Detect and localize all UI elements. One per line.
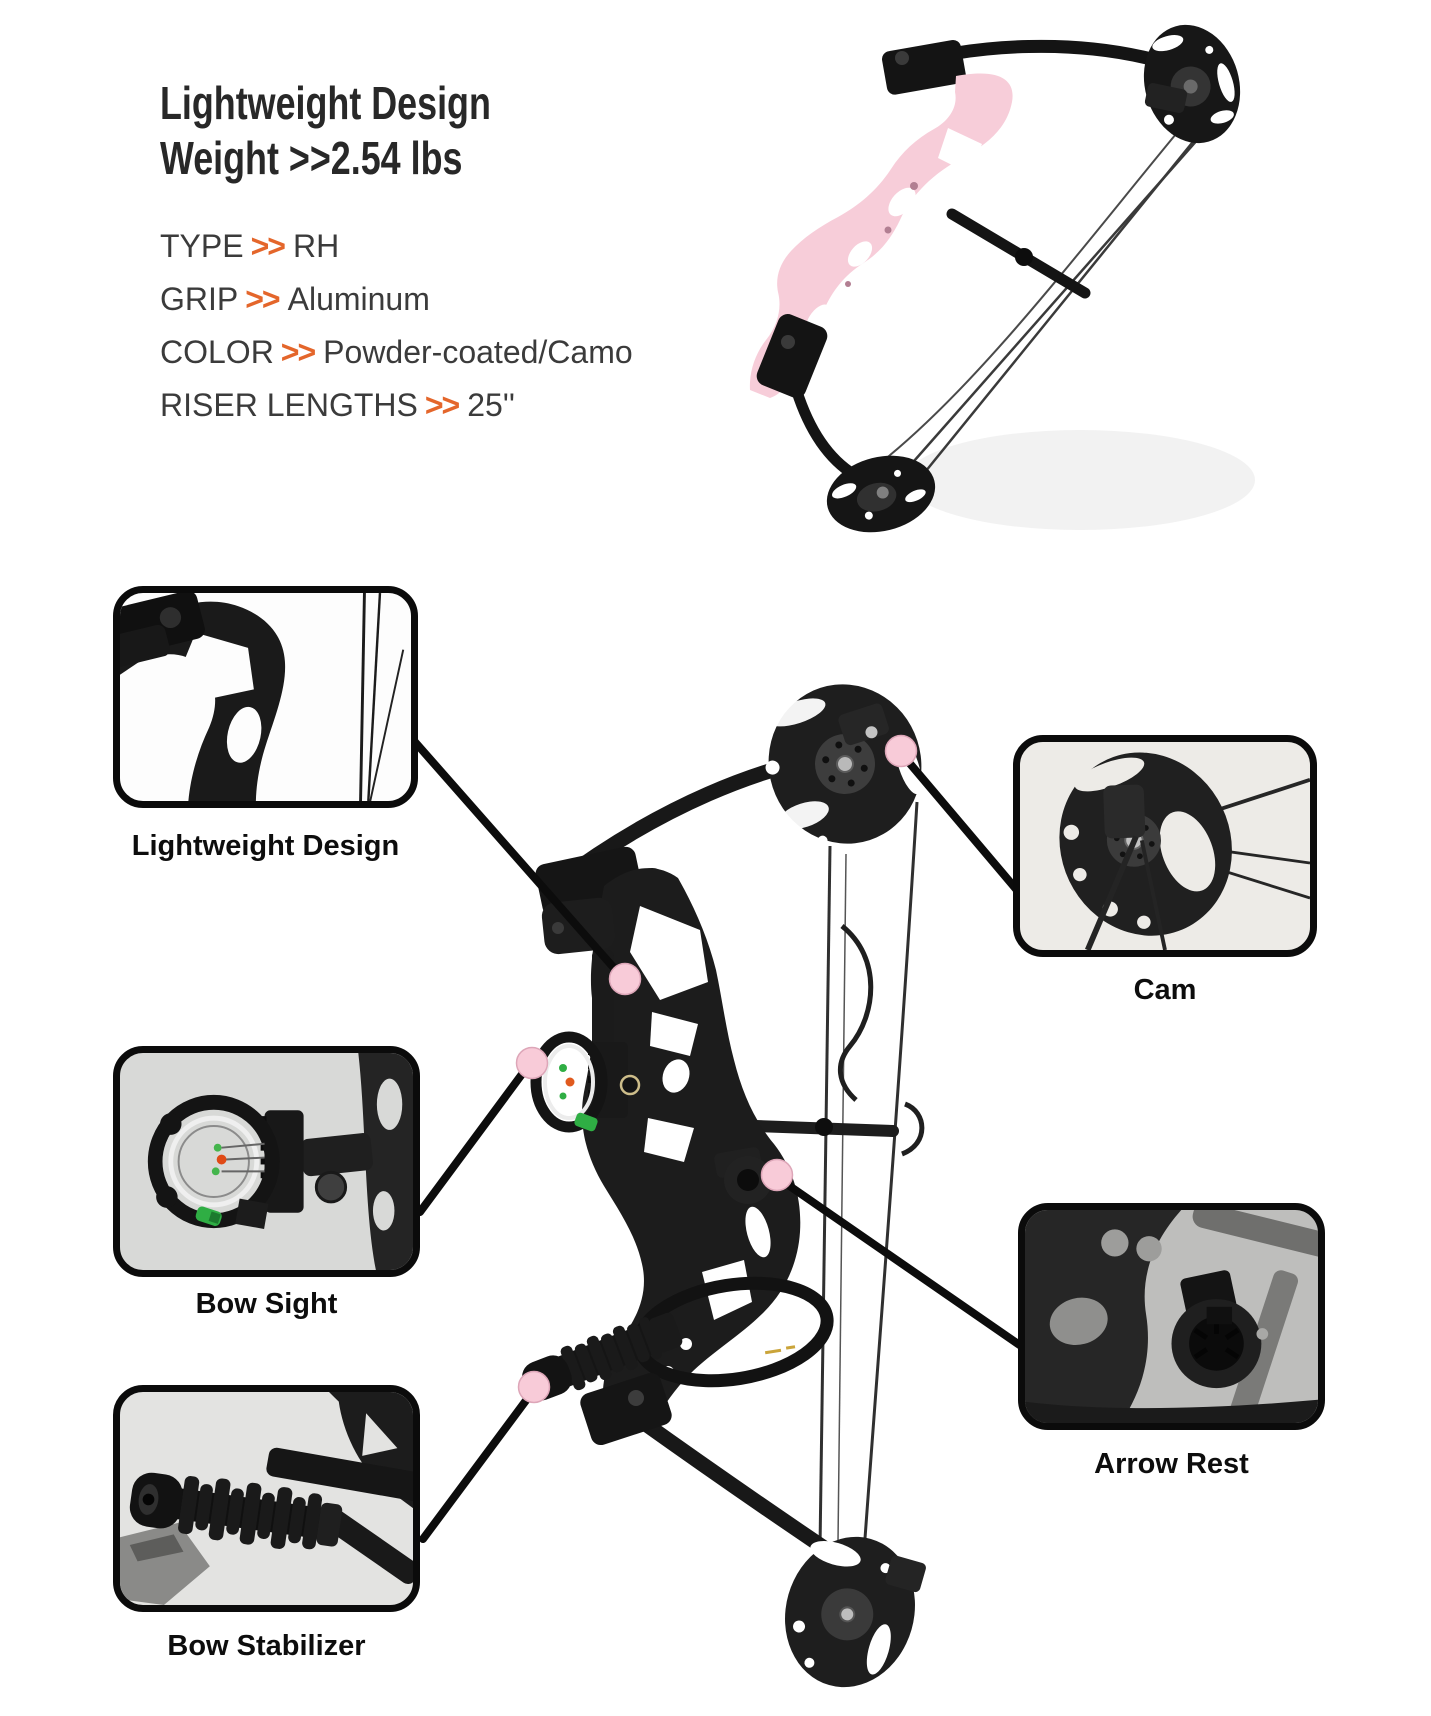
spec-value: Powder-coated/Camo [323,334,633,370]
dot-bow-stabilizer [519,1372,550,1403]
spec-arrows-icon: >> [424,387,459,423]
callout-label-bow-sight: Bow Sight [195,1288,338,1320]
hero-shadow [905,430,1255,530]
spec-value: 25'' [467,387,516,423]
callout-label-arrow-rest: Arrow Rest [1094,1448,1249,1480]
connector-cam [901,753,1016,889]
page-title-line1: Lightweight Design [160,77,491,129]
spec-arrows-icon: >> [250,228,284,264]
callout-box-bow-stabilizer [113,1385,420,1612]
connector-bow-sight [420,1062,531,1212]
spec-arrows-icon: >> [280,334,315,370]
dot-lightweight [610,964,641,995]
spec-label: GRIP [160,281,239,317]
callout-label-bow-stabilizer: Bow Stabilizer [167,1630,366,1662]
dot-bow-sight [517,1048,548,1079]
bottom-cam [768,1521,933,1702]
bow-stabilizer-closeup-photo [120,1392,413,1605]
bow-sight-closeup-photo [120,1053,413,1270]
connector-arrow-rest [778,1178,1021,1346]
connector-bow-stabilizer [423,1387,536,1539]
black-bow-illustration [516,664,942,1702]
page-title-line2: Weight >>2.54 lbs [160,132,463,184]
spec-arrows-icon: >> [245,281,279,317]
spec-value: RH [292,228,340,264]
dot-arrow-rest [762,1160,793,1191]
callout-box-bow-sight [113,1046,420,1277]
callout-box-cam [1013,735,1317,957]
cam-closeup-photo [1020,742,1310,950]
spec-label: TYPE [160,228,244,264]
callout-box-lightweight [113,586,418,808]
spec-row-type [160,220,633,273]
strap-logo [765,1349,781,1354]
callout-label-lightweight: Lightweight Design [131,830,400,862]
spec-label: COLOR [160,334,274,370]
spec-row-color [160,326,633,379]
spec-row-riser-lengths [160,379,633,432]
callout-label-cam: Cam [1133,974,1197,1006]
spec-value: Aluminum [287,281,430,317]
pink-bow-photo [750,13,1255,543]
spec-list [160,220,633,432]
spec-label: RISER LENGTHS [160,387,418,423]
callout-box-arrow-rest [1018,1203,1325,1430]
arrow-rest-closeup-photo [1025,1210,1318,1423]
lightweight-closeup-photo [120,593,411,801]
dot-cam [886,736,917,767]
spec-row-grip [160,273,633,326]
